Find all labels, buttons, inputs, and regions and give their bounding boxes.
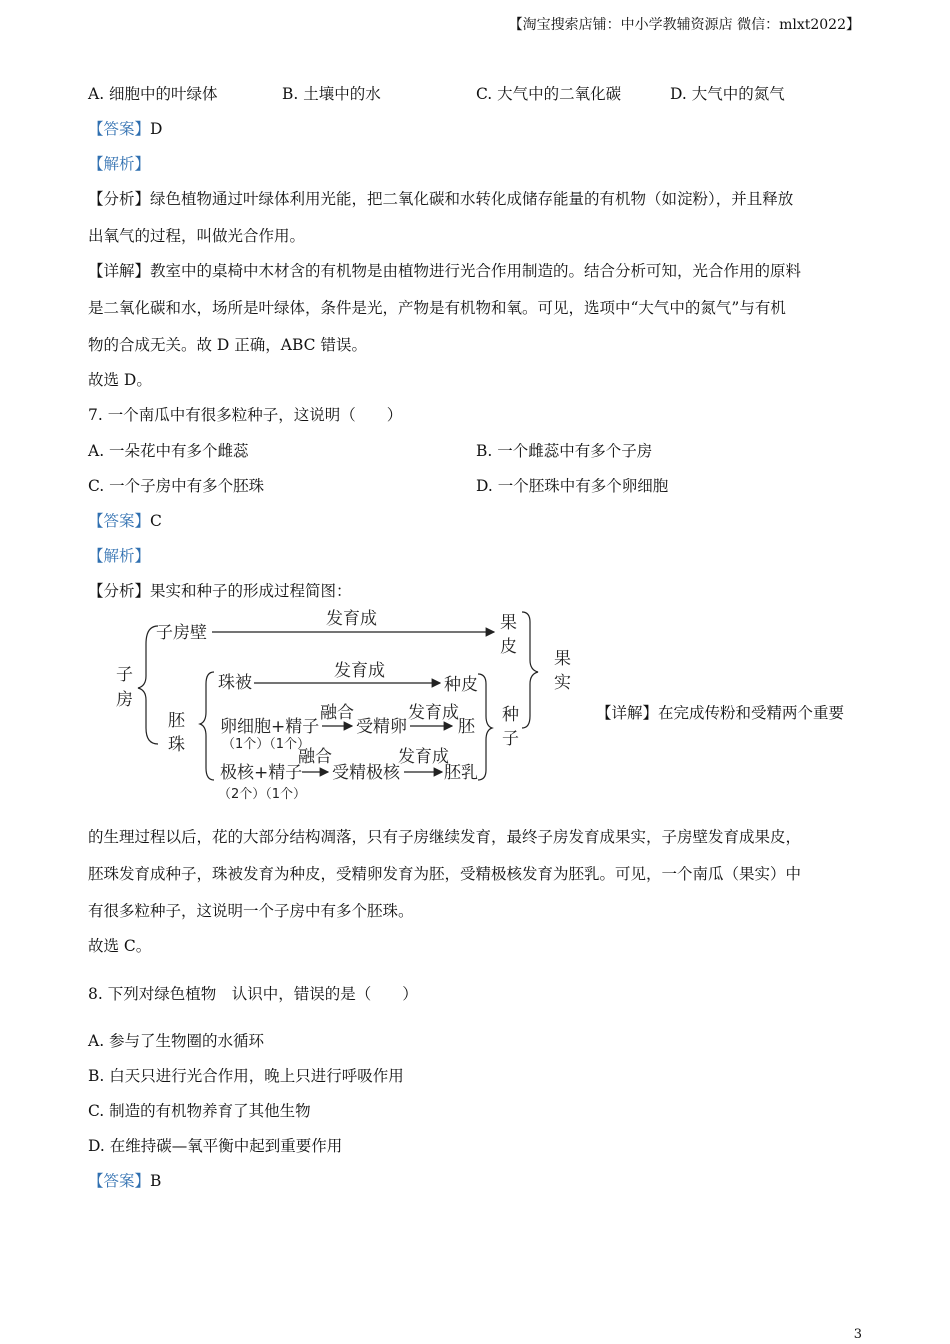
fayucheng-label-3: 发育成 (408, 703, 459, 723)
ronghe-label-1: 融合 (320, 703, 354, 723)
q7-option-c: C. 一个子房中有多个胚珠 (88, 477, 265, 495)
q6-option-b: B. 土壤中的水 (282, 85, 381, 103)
answer-tag: 【答案】 (88, 512, 151, 530)
q8-option-a: A. 参与了生物圈的水循环 (88, 1032, 265, 1050)
q7-xiangjie-line3: 有很多粒种子，这说明一个子房中有多个胚珠。 (88, 902, 414, 920)
peiru-label: 胚乳 (444, 763, 478, 783)
answer-tag: 【答案】 (88, 1172, 151, 1190)
q8-answer (88, 1169, 161, 1191)
answer-value: C (150, 512, 162, 530)
xiangjie-tag: 【详解】 (596, 704, 659, 722)
zhubei-label: 珠被 (218, 673, 252, 693)
q7-option-b: B. 一个雌蕊中有多个子房 (476, 442, 653, 460)
fenxi-text: 绿色植物通过叶绿体利用光能，把二氧化碳和水转化成储存能量的有机物（如淀粉），并且释放 (150, 190, 794, 208)
q7-xiangjie-line1: 的生理过程以后，花的大部分结构凋落，只有子房继续发育，最终子房发育成果实，子房壁发育成果皮， (88, 828, 802, 846)
answer-value: D (150, 120, 163, 138)
fenxi-tag: 【分析】 (88, 582, 151, 600)
q6-answer (88, 117, 162, 139)
zifang-char1: 子 (116, 665, 133, 685)
q6-xiangjie-line2: 是二氧化碳和水，场所是叶绿体，条件是光，产物是有机物和氧。可见，选项中“大气中的氮气”与有机 (88, 299, 786, 317)
shoujingjihe-label: 受精极核 (332, 763, 400, 783)
answer-value: B (150, 1172, 162, 1190)
guopi-char2: 皮 (500, 637, 517, 657)
xiangjie-tag: 【详解】 (88, 262, 151, 280)
count1-label: （1个）（1个） (222, 737, 311, 752)
jihe-label: 极核+精子 (220, 763, 303, 783)
q6-fenxi-line2: 出氧气的过程，叫做光合作用。 (88, 227, 306, 245)
q7-conclusion: 故选 C。 (88, 937, 152, 955)
guopi-char1: 果 (500, 613, 517, 633)
q6-analysis-tag: 【解析】 (88, 155, 151, 173)
zhongzi-brace (478, 674, 492, 780)
q7-option-a: A. 一朵花中有多个雌蕊 (88, 442, 249, 460)
q6-option-c: C. 大气中的二氧化碳 (476, 85, 622, 103)
fenxi-text: 果实和种子的形成过程简图： (150, 582, 352, 600)
peizhu-char1: 胚 (168, 711, 185, 731)
guoshi-char2: 实 (554, 673, 571, 693)
q7-xiangjie-line2: 胚珠发育成种子，珠被发育为种皮，受精卵发育为胚，受精极核发育为胚乳。可见，一个南瓜（果实）中 (88, 865, 802, 883)
fruit-seed-formation-diagram (108, 604, 588, 810)
q8-option-d: D. 在维持碳—氧平衡中起到重要作用 (88, 1137, 343, 1155)
q7-answer (88, 509, 162, 531)
fayucheng-label-1: 发育成 (326, 609, 377, 629)
page-number: 3 (853, 1327, 862, 1342)
q8-question: 8. 下列对绿色植物 认识中，错误的是（ ） (88, 985, 418, 1003)
luanxibao-label: 卵细胞+精子 (220, 717, 320, 737)
zhongzi-char2: 子 (502, 729, 519, 749)
q7-analysis-tag: 【解析】 (88, 547, 151, 565)
q8-option-b: B. 白天只进行光合作用，晚上只进行呼吸作用 (88, 1067, 404, 1085)
fayucheng-label-2: 发育成 (334, 661, 385, 681)
shoujingluan-label: 受精卵 (356, 717, 407, 737)
q7-xiangjie-head (596, 701, 844, 723)
ronghe-label-2: 融合 (298, 747, 332, 767)
zifangbi-label: 子房壁 (156, 623, 207, 643)
answer-tag: 【答案】 (88, 120, 151, 138)
q6-option-a: A. 细胞中的叶绿体 (88, 85, 218, 103)
fayucheng-label-4: 发育成 (398, 747, 449, 767)
zhongzi-char1: 种 (502, 705, 519, 725)
peizhu-brace (200, 672, 214, 780)
page-header: 【淘宝搜索店铺：中小学教辅资源店 微信：mlxt2022】 (508, 17, 860, 33)
q6-option-d: D. 大气中的氮气 (670, 85, 785, 103)
q6-xiangjie-line1 (88, 259, 801, 281)
q6-xiangjie-line3: 物的合成无关。故 D 正确，ABC 错误。 (88, 336, 367, 354)
fenxi-tag: 【分析】 (88, 190, 151, 208)
q7-question: 7. 一个南瓜中有很多粒种子，这说明（ ） (88, 406, 403, 424)
zifang-char2: 房 (116, 690, 133, 710)
zhongpi-label: 种皮 (444, 675, 478, 695)
q6-fenxi-line1 (88, 187, 793, 209)
xiangjie-text: 在完成传粉和受精两个重要 (658, 704, 845, 722)
zifang-brace (138, 626, 158, 744)
q8-option-c: C. 制造的有机物养育了其他生物 (88, 1102, 311, 1120)
q7-fenxi (88, 579, 352, 601)
xiangjie-text: 教室中的桌椅中木材含的有机物是由植物进行光合作用制造的。结合分析可知，光合作用的原料 (150, 262, 802, 280)
count2-label: （2个）（1个） (218, 787, 307, 802)
pei-label: 胚 (458, 717, 475, 737)
guoshi-char1: 果 (554, 649, 571, 669)
q7-option-d: D. 一个胚珠中有多个卵细胞 (476, 477, 669, 495)
q6-conclusion: 故选 D。 (88, 371, 152, 389)
guoshi-brace (522, 612, 538, 728)
peizhu-char2: 珠 (168, 735, 185, 755)
